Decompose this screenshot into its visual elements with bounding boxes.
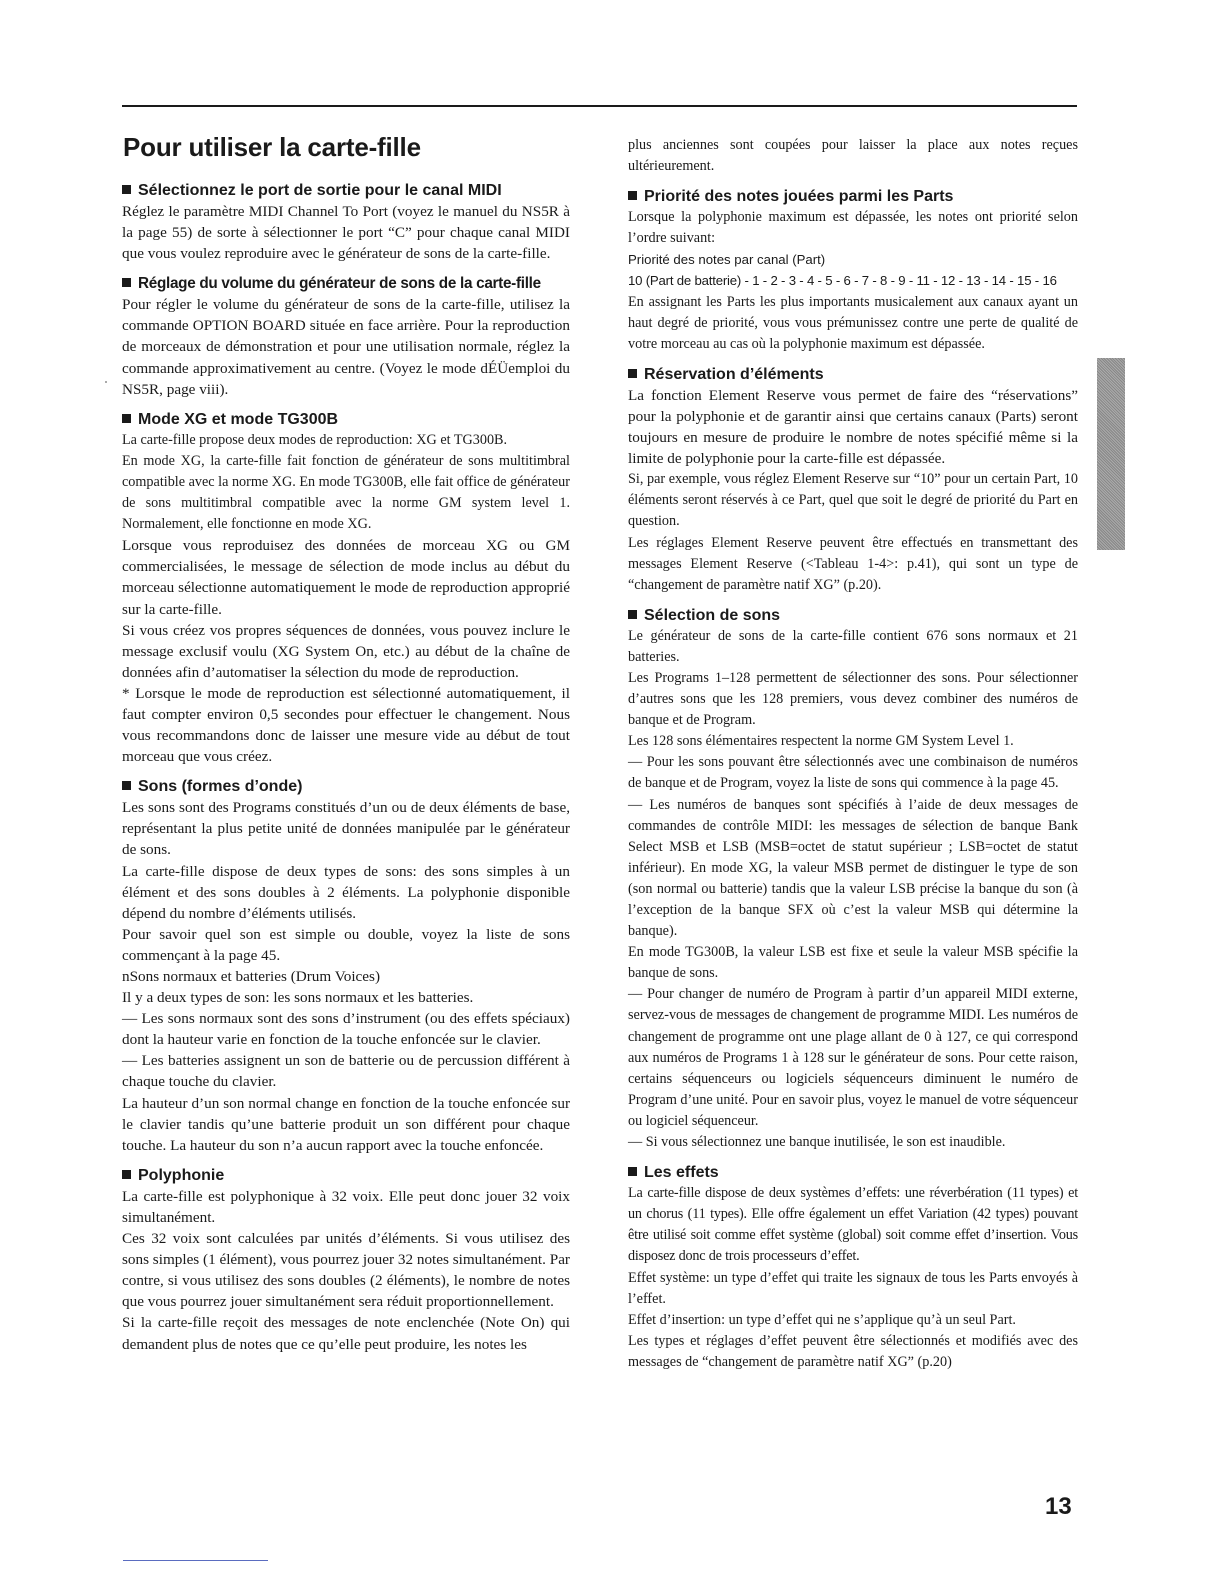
paragraph: La hauteur d’un son normal change en fonction de la touche enfoncée sur le clavier tandis qu’une batterie produit un son différent pour chaque touche. La hauteur du son n’a aucun rapport avec la touche enfoncée. [122, 1094, 570, 1154]
page-number: 13 [1045, 1493, 1072, 1520]
bullet-icon [122, 414, 131, 423]
heading-text: Les effets [644, 1164, 719, 1182]
heading-text: Mode XG et mode TG300B [138, 410, 339, 428]
paragraph: Si vous créez vos propres séquences de données, vous pouvez inclure le message exclusif voulu (XG System On, etc.) au début de la chaîne de données afin d’automatiser la sélection du mode de reproduction. [122, 621, 570, 681]
bullet-icon [628, 610, 637, 619]
footer-rule [123, 1560, 268, 1561]
paragraph: Ces 32 voix sont calculées par unités d’éléments. Si vous utilisez des sons simples (1 élément), vous pourrez jouer 32 notes simultanément. Par contre, si vous utilisez des sons doubles (2 éléments), le nombre de notes que vous pourrez jouer simultanément sera réduit proportionnellement. [122, 1230, 570, 1311]
paragraph: Il y a deux types de son: les sons normaux et les batteries. [122, 989, 474, 1007]
paragraph: En mode XG, la carte-fille fait fonction de générateur de sons multitimbral compatible avec la norme XG. En mode TG300B, elle fait office de générateur de sons multitimbral compatible avec la norme GM system level 1. Normalement, elle fonctionne en mode XG. [122, 452, 570, 533]
bullet-icon [628, 191, 637, 200]
chapter-tab-marker [1097, 358, 1125, 550]
section-heading-midi-port [122, 180, 570, 201]
paragraph: La carte-fille dispose de deux systèmes d’effets: une réverbération (11 types) et un chorus (11 types). Elle offre également un effet Variation (42 types) pouvant être utilisé soit comme effet système (global) soit comme effet d’insertion. Vous disposez donc de trois processeurs d’effet. [628, 1185, 1078, 1265]
paragraph: — Les sons normaux sont des sons d’instrument (ou des effets spéciaux) dont la hauteur varie en fonction de la touche enfoncée sur le clavier. [122, 1010, 570, 1049]
paragraph: En assignant les Parts les plus importants musicalement aux canaux ayant un haut degré de priorité, vous vous prémunissez contre une perte de qualité de votre morceau au cas où la polyphonie maximum est dépassée. [628, 293, 1078, 352]
section-heading-voices [122, 776, 570, 797]
section-heading-effects [628, 1162, 1078, 1183]
section-heading-priority [628, 186, 1078, 207]
heading-text: Sélectionnez le port de sortie pour le canal MIDI [138, 182, 502, 199]
right-column [628, 135, 1078, 1373]
paragraph: La carte-fille propose deux modes de reproduction: XG et TG300B. [122, 431, 508, 448]
paragraph: — Pour changer de numéro de Program à partir d’un appareil MIDI externe, servez-vous de messages de changement de programme MIDI. Les numéros de changement de programme ont une plage allant de 0 à 127, ce qui correspond aux numéros de Programs 1 à 128 sur le générateur de sons. Pour cette raison, certains séquenceurs ou logiciels séquenceurs diminuent le numéro de Program d’une unité. Pour en savoir plus, voyez le manuel de votre séquenceur ou logiciel séquenceur. [628, 986, 1078, 1129]
heading-text: Réglage du volume du générateur de sons de la carte-fille [138, 275, 541, 293]
paragraph: La carte-fille est polyphonique à 32 voix. Elle peut donc jouer 32 voix simultanément. [122, 1187, 570, 1226]
paragraph: — Les batteries assignent un son de batterie ou de percussion différent à chaque touche du clavier. [122, 1052, 570, 1091]
section-heading-polyphony [122, 1165, 570, 1186]
bullet-icon [122, 1170, 131, 1179]
left-column [122, 180, 570, 1355]
paragraph: Effet d’insertion: un type d’effet qui ne s’applique qu’à un seul Part. [628, 1311, 1016, 1328]
paragraph: Lorsque la polyphonie maximum est dépassée, les notes ont priorité selon l’ordre suivant: [628, 209, 1078, 247]
paragraph: plus anciennes sont coupées pour laisser la place aux notes reçues ultérieurement. [628, 137, 1078, 175]
priority-order: 10 (Part de batterie) - 1 - 2 - 3 - 4 - 5 - 6 - 7 - 8 - 9 - 11 - 12 - 13 - 14 - 15 - 16 [628, 273, 1057, 289]
bullet-icon [628, 1167, 637, 1176]
paragraph: Les sons sont des Programs constitués d’un ou de deux éléments de base, représentant la plus petite unité de données manipulée par le générateur de sons. [122, 799, 570, 859]
paragraph: — Les numéros de banques sont spécifiés à l’aide de deux messages de commandes de contrôle MIDI: les messages de sélection de banque Bank Select MSB et LSB (MSB=octet de statut supérieur ; LSB=octet de statut inférieur). En mode XG, la valeur MSB permet de distinguer le type de son (son normal ou batterie) tandis que la valeur LSB précise la banque du son (à l’exception de la banque SFX où c’est la valeur MSB qui détermine la banque). [628, 796, 1078, 940]
heading-text: Polyphonie [138, 1166, 225, 1184]
priority-label: Priorité des notes par canal (Part) [628, 252, 826, 268]
paragraph: Effet système: un type d’effet qui traite les signaux de tous les Parts envoyés à l’effet. [628, 1269, 1078, 1307]
paragraph: Si, par exemple, vous réglez Element Reserve sur “10” pour un certain Part, 10 éléments seront réservés à ce Part, quel que soit le degré de priorité du Part en question. [628, 471, 1078, 530]
paragraph: La fonction Element Reserve vous permet de faire des “réservations” pour la polyphonie et de garantir ainsi que certains canaux (Parts) seront toujours en mesure de produire le nombre de notes spécifié même si la limite de polyphonie pour la carte-fille est dépassée. [628, 386, 1078, 468]
paragraph: Les réglages Element Reserve peuvent être effectués en transmettant des messages Element Reserve (<Tableau 1-4>: p.41), qui sont un type de “changement de paramètre natif XG” (p.20). [628, 534, 1078, 593]
section-heading-voice-select [628, 605, 1078, 626]
paragraph: Pour régler le volume du générateur de sons de la carte-fille, utilisez la commande OPTION BOARD située en face arrière. Pour la reproduction de morceaux de démonstration et pour une utilisation normale, réglez la commande approximativement au centre. (Voyez le mode dÉÜemploi du NS5R, page viii). [122, 296, 570, 398]
header-rule [122, 105, 1077, 107]
paragraph: Lorsque vous reproduisez des données de morceau XG ou GM commercialisées, le message de sélection de mode inclus au début du morceau sélectionne automatiquement le mode de reproduction approprié sur la carte-fille. [122, 537, 570, 618]
paragraph: Les types et réglages d’effet peuvent être sélectionnés et modifiés avec des messages de “changement de paramètre natif XG” (p.20) [628, 1332, 1078, 1370]
heading-text: Priorité des notes jouées parmi les Parts [644, 188, 954, 206]
paragraph: — Pour les sons pouvant être sélectionnés avec une combinaison de numéros de banque et de Program, voyez la liste de sons qui commence à la page 45. [628, 754, 1078, 792]
paragraph: Les 128 sons élémentaires respectent la norme GM System Level 1. [628, 733, 1014, 750]
section-heading-volume [122, 273, 570, 294]
bullet-icon [122, 185, 131, 194]
paragraph: * Lorsque le mode de reproduction est sélectionné automatiquement, il faut compter environ 0,5 secondes pour effectuer le changement. Nous vous recommandons donc de laisser une mesure vide au début de tout morceau que vous créez. [122, 684, 570, 766]
bullet-icon [122, 278, 131, 287]
heading-text: Sons (formes d’onde) [138, 778, 303, 796]
paragraph: Pour savoir quel son est simple ou double, voyez la liste de sons commençant à la page 45. [122, 925, 570, 964]
paragraph: La carte-fille dispose de deux types de sons: des sons simples à un élément et des sons doubles à 2 éléments. La polyphonie disponible dépend du nombre d’éléments utilisés. [122, 862, 570, 922]
page-title: Pour utiliser la carte-fille [123, 132, 421, 162]
paragraph: — Si vous sélectionnez une banque inutilisée, le son est inaudible. [628, 1134, 1006, 1151]
heading-text: Sélection de sons [644, 606, 781, 624]
paragraph: Les Programs 1–128 permettent de sélectionner des sons. Pour sélectionner d’autres sons que les 128 premiers, vous devez combiner des numéros de banque et de Program. [628, 669, 1078, 729]
paragraph: nSons normaux et batteries (Drum Voices) [122, 968, 381, 985]
paragraph: Le générateur de sons de la carte-fille contient 676 sons normaux et 21 batteries. [628, 627, 1078, 665]
paragraph: En mode TG300B, la valeur LSB est fixe et seule la valeur MSB spécifie la banque de sons. [628, 944, 1078, 982]
bullet-icon [628, 369, 637, 378]
section-heading-reserve [628, 364, 1078, 385]
paragraph: Si la carte-fille reçoit des messages de note enclenchée (Note On) qui demandent plus de notes que ce qu’elle peut produire, les notes les [122, 1314, 570, 1353]
heading-text: Réservation d’éléments [644, 365, 824, 383]
bullet-icon [122, 781, 131, 790]
paragraph: Réglez le paramètre MIDI Channel To Port (voyez le manuel du NS5R à la page 55) de sorte à sélectionner le port “C” pour chaque canal MIDI que vous voulez reproduire avec le générateur de sons de la carte-fille. [122, 203, 570, 263]
scan-mark [105, 381, 107, 383]
section-heading-modes [122, 409, 570, 430]
